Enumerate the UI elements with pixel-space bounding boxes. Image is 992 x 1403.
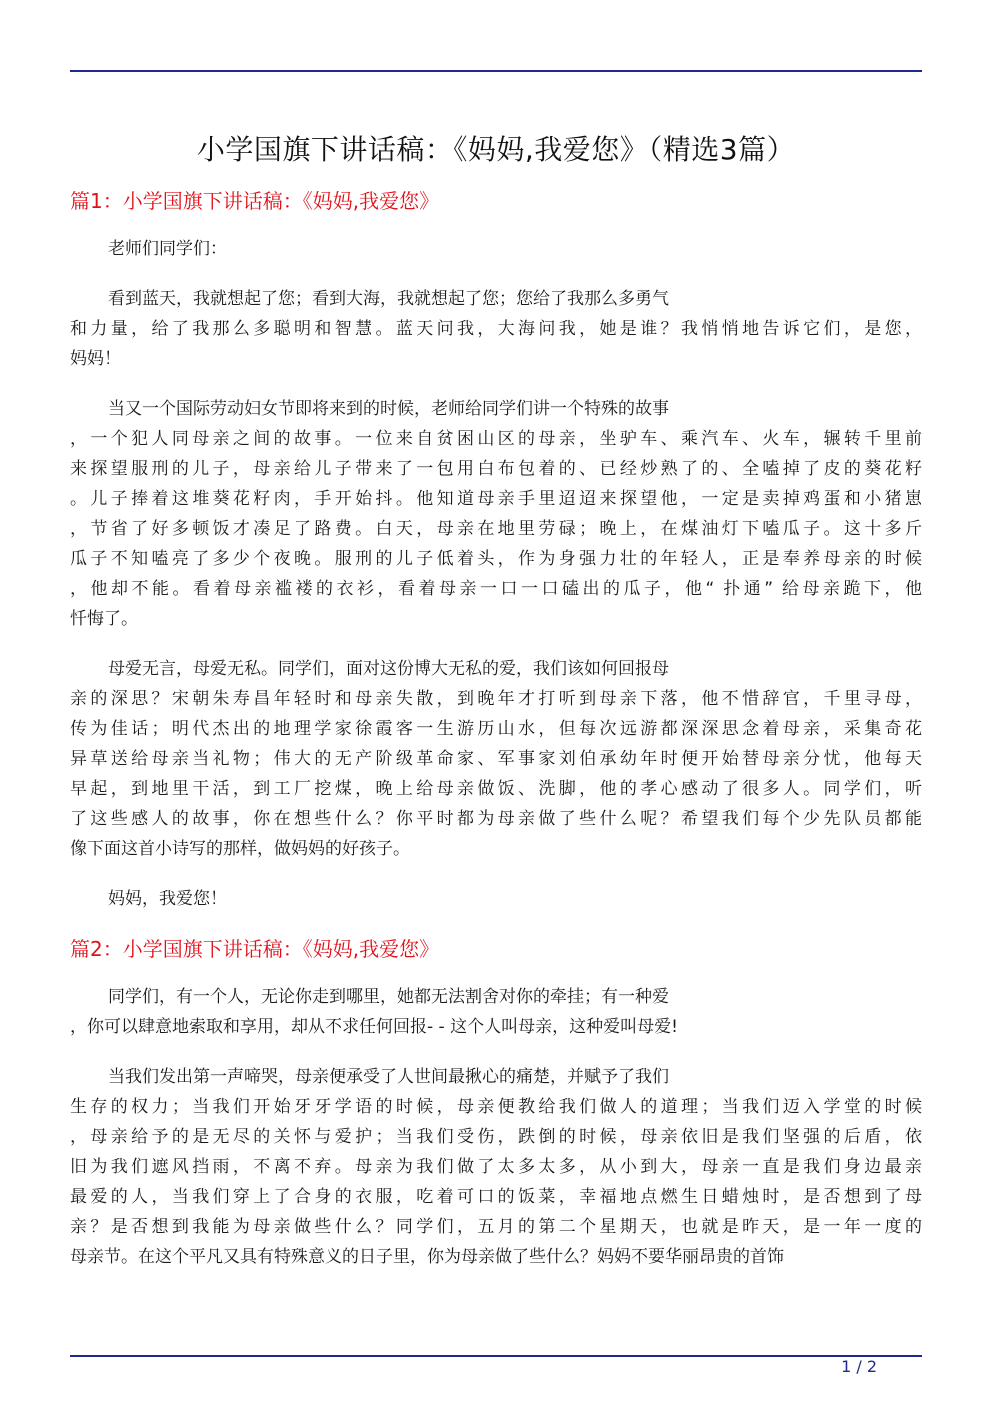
section-heading: 篇2：小学国旗下讲话稿：《妈妈,我爱您》 [70,937,440,961]
page-number: 1 / 2 [841,1357,877,1376]
document-title: 小学国旗下讲话稿：《妈妈,我爱您》（精选3篇） [196,133,796,166]
paragraph-line: 看到蓝天，我就想起了您；看到大海，我就想起了您；您给了我那么多勇气 [108,289,669,309]
paragraph [70,654,922,864]
paragraph-line: 亲？是否想到我能为母亲做些什么？同学们，五月的第二个星期天，也就是昨天，是一年一度的 [70,1217,922,1237]
paragraph [70,394,922,634]
paragraph-line: ，他却不能。看着母亲褴褛的衣衫，看着母亲一口一口磕出的瓜子，他“ 扑通” 给母亲跪下，他 [70,579,922,599]
section-heading: 篇1：小学国旗下讲话稿：《妈妈,我爱您》 [70,189,440,213]
paragraph-line: 妈妈！ [70,349,121,369]
paragraph-line: 异草送给母亲当礼物；伟大的无产阶级革命家、军事家刘伯承幼年时便开始替母亲分忧，他每天 [70,749,922,769]
paragraph [70,234,922,264]
paragraph-line: 。儿子捧着这堆葵花籽肉，手开始抖。他知道母亲手里迢迢来探望他，一定是卖掉鸡蛋和小猪崽 [70,489,922,509]
paragraph-line: 瓜子不知嗑亮了多少个夜晚。服刑的儿子低着头，作为身强力壮的年轻人，正是奉养母亲的时候 [70,549,922,569]
paragraph-line: 妈妈，我爱您！ [108,889,227,909]
paragraph-line: 忏悔了。 [70,609,138,629]
footer-rule [70,1355,922,1357]
paragraph-line: 来探望服刑的儿子，母亲给儿子带来了一包用白布包着的、已经炒熟了的、全嗑掉了皮的葵花籽 [70,459,922,479]
paragraph [70,284,922,374]
paragraph-line: 最爱的人，当我们穿上了合身的衣服，吃着可口的饭菜，幸福地点燃生日蜡烛时，是否想到了母 [70,1187,922,1207]
paragraph-line: ，一个犯人同母亲之间的故事。一位来自贫困山区的母亲，坐驴车、乘汽车、火车，辗转千里前 [70,429,922,449]
paragraph-line: 当又一个国际劳动妇女节即将来到的时候，老师给同学们讲一个特殊的故事 [108,399,669,419]
paragraph-line: 老师们同学们： [108,239,227,259]
paragraph-line: ，母亲给予的是无尽的关怀与爱护；当我们受伤，跌倒的时候，母亲依旧是我们坚强的后盾，依 [70,1127,922,1147]
paragraph [70,982,922,1042]
paragraph-line: 亲的深思？宋朝朱寿昌年轻时和母亲失散，到晚年才打听到母亲下落，他不惜辞官，千里寻母， [70,689,922,709]
header-rule [70,70,922,72]
paragraph-line: 和力量，给了我那么多聪明和智慧。蓝天问我，大海问我，她是谁？我悄悄地告诉它们，是您， [70,319,922,339]
paragraph-line: ，节省了好多顿饭才凑足了路费。白天，母亲在地里劳碌；晚上，在煤油灯下嗑瓜子。这十多斤 [70,519,922,539]
paragraph [70,1062,922,1272]
paragraph-line: 生存的权力；当我们开始牙牙学语的时候，母亲便教给我们做人的道理；当我们迈入学堂的时候 [70,1097,922,1117]
document-body [70,186,922,1292]
paragraph-line: 母亲节。在这个平凡又具有特殊意义的日子里，你为母亲做了些什么？妈妈不要华丽昂贵的首饰 [70,1247,784,1267]
paragraph-line: 同学们，有一个人，无论你走到哪里，她都无法割舍对你的牵挂；有一种爱 [108,987,669,1007]
paragraph-line: 了这些感人的故事，你在想些什么？你平时都为母亲做了些什么呢？希望我们每个少先队员都能 [70,809,922,829]
paragraph-line: 旧为我们遮风挡雨，不离不弃。母亲为我们做了太多太多，从小到大，母亲一直是我们身边最亲 [70,1157,922,1177]
paragraph-line: 当我们发出第一声啼哭，母亲便承受了人世间最揪心的痛楚，并赋予了我们 [108,1067,669,1087]
paragraph-line: 像下面这首小诗写的那样，做妈妈的好孩子。 [70,839,410,859]
paragraph-line: 母爱无言，母爱无私。同学们，面对这份博大无私的爱，我们该如何回报母 [108,659,669,679]
paragraph-line: 传为佳话；明代杰出的地理学家徐霞客一生游历山水，但每次远游都深深思念着母亲，采集奇花 [70,719,922,739]
paragraph-line: 早起，到地里干活，到工厂挖煤，晚上给母亲做饭、洗脚，他的孝心感动了很多人。同学们，听 [70,779,922,799]
paragraph-line: ，你可以肆意地索取和享用，却从不求任何回报- - 这个人叫母亲，这种爱叫母爱! [70,1017,678,1037]
paragraph [70,884,922,914]
